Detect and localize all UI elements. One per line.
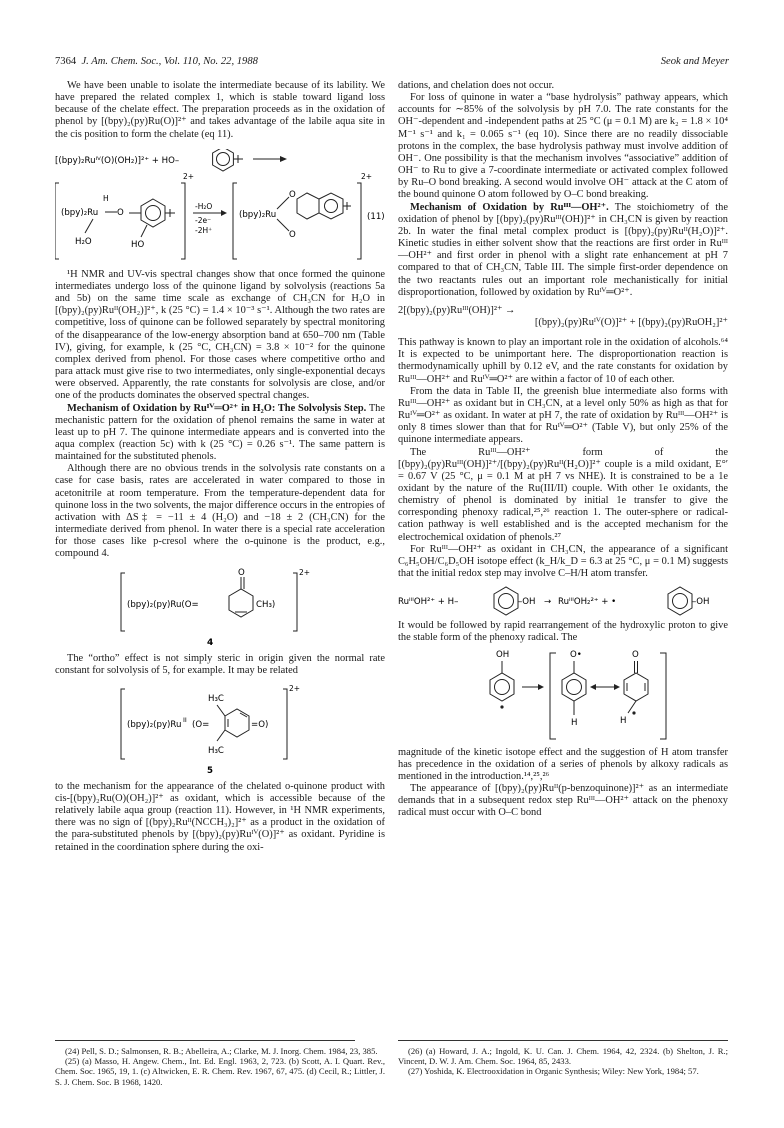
journal-citation: J. Am. Chem. Soc., Vol. 110, No. 22, 1988 bbox=[81, 56, 258, 67]
footnotes-left bbox=[55, 1046, 385, 1087]
phenoxy-resonance-drawing bbox=[398, 647, 728, 745]
scheme-ht-reactant: RuᴵᴵᴵOH²⁺ + H– bbox=[398, 597, 459, 608]
scheme-reactant: [(bpy)₂Ruᴵⱽ(O)(OH₂)]²⁺ + HO– bbox=[55, 155, 180, 166]
footnote: (24) Pell, S. D.; Salmonsen, R. B.; Abelleira, A.; Clarke, M. J. Inorg. Chem. 1984, 23, 385. bbox=[65, 1046, 378, 1056]
svg-text:O: O bbox=[289, 189, 296, 200]
structure-5-drawing bbox=[55, 681, 385, 777]
scheme-ht-product: RuᴵᴵᴵOH₂²⁺ + • bbox=[558, 597, 617, 608]
paragraph: For Ruᴵᴵᴵ—OH²⁺ as oxidant in CH₃CN, the appearance of a significant C₆H₅OH/C₆D₅OH isotope effect (k_H/k_D = 6.3 at 25 °C, μ = 0.1 M) suggests that the initial redox step may involve C–H/H atom transfer. bbox=[398, 543, 728, 580]
methyl-bottom-label: H₃C bbox=[208, 745, 224, 756]
paragraph: From the data in Table II, the greenish blue intermediate also forms with Ruᴵᴵᴵ—OH²⁺ as oxidant but in CH₃CN, at a level only 50% as high as that for Ruᴵⱽ═O²⁺ as oxidant. In water at pH 7, the rate of oxidation by Ruᴵᴵᴵ—OH²⁺ is only 8 times slower than that for Ruᴵⱽ═O²⁺ (Table V), but only 25% of the quinone intermediate appears. bbox=[398, 385, 728, 446]
footnote-rule-left bbox=[55, 1040, 355, 1041]
paragraph: to the mechanism for the appearance of the chelated o-quinone product with cis-[(bpy)₂Ru(O)(OH₂)]²⁺ as oxidant, which is accessible because of the relatively labile aqua group (reaction 11). However, in ¹H NMR experiments, there was no sign of [(bpy)₂Ruᴵᴵ(NCCH₃)₂]²⁺ as a product in the oxidation of the para-substituted phenols by [(bpy)₂(py)Ruᴵⱽ(O)]²⁺ as oxidant. Pyridine is retained in the coordination sphere during the oxi- bbox=[55, 780, 385, 853]
equation-number-11: (11) bbox=[367, 211, 385, 222]
radical-h-label: H bbox=[571, 717, 578, 728]
structure-5-charge: 2+ bbox=[289, 683, 301, 693]
h-atom-transfer-scheme bbox=[398, 584, 728, 618]
structure-5-oxidation-state: II bbox=[183, 715, 187, 724]
paragraph: Mechanism of Oxidation by Ruᴵᴵᴵ—OH²⁺. The stoichiometry of the oxidation of phenol by [(bpy)₂(py)Ruᴵᴵᴵ(OH)]²⁺ in CH₃CN is given by reaction 2b. In water the final metal complex product is [(bpy)₂(py)Ruᴵᴵ(H₂O)]²⁺. Kinetic studies in either solvent show that the reactions are first order in Ruᴵᴵᴵ—OH²⁺ and first order in phenol with a slight rate enhancement at pH 7 compared to that of CH₃CN, Table III. The simple first-order dependence on the two reactants rules out an important role mechanistically for initial disproportionation, followed by oxidation by Ruᴵⱽ═O²⁺. bbox=[398, 201, 728, 298]
scheme-eq-11-drawing bbox=[55, 149, 385, 269]
quinoid-h-label: H bbox=[620, 715, 627, 726]
intermediate-charge: 2+ bbox=[183, 171, 195, 181]
footnote: (25) (a) Masso, H. Angew. Chem., Int. Ed. Engl. 1963, 2, 723. (b) Scott, A. I. Quart. Rev., Chem. Soc. 1965, 19, 1. (c) Altwicken, E. R. Chem. Rev. 1967, 67, 475. (d) Cecil, R.; Littler, J. S. J. Chem. Soc. B 1968, 1420. bbox=[55, 1056, 385, 1087]
product-charge: 2+ bbox=[361, 171, 373, 181]
aqua-ligand-label: H₂O bbox=[75, 236, 92, 247]
author-running-head: Seok and Meyer bbox=[660, 56, 729, 67]
phenoxy-resonance-scheme bbox=[398, 647, 728, 745]
hydroxy-label: HO bbox=[131, 239, 145, 250]
paragraph: The “ortho” effect is not simply steric in origin given the normal rate constant for solvolysis of 5, for example. It may be related bbox=[55, 652, 385, 676]
paragraph: dations, and chelation does not occur. bbox=[398, 80, 555, 91]
svg-text:O: O bbox=[238, 567, 245, 578]
left-column bbox=[55, 80, 385, 854]
paragraph: For loss of quinone in water a “base hydrolysis” pathway appears, which accounts for ∼85% of the solvolysis by pH 7.0. The rate constants for the OH⁻-dependent and -independent paths at 25 °C (μ = 0.1 M) are k₂ = 1.8 × 10⁴ M⁻¹ s⁻¹ and k₁ = 0.065 s⁻¹ (eq 10). Since there are no readily dissociable protons in the complex, the base hydrolysis pathway must involve addition of OH⁻. One possibility is that the mechanism involves “associative” addition of OH⁻ to Ru to give a 7-coordinate intermediate or activated complex followed by Ru–O bond breaking. A second would involve OH⁻ attack at the C atom of the bound quinone O atom followed by O–C bond breaking. bbox=[398, 92, 728, 201]
structure-4-charge: 2+ bbox=[299, 567, 311, 577]
quinoid-o-label: O bbox=[632, 649, 639, 660]
methyl-label: CH₃) bbox=[256, 599, 276, 610]
running-header bbox=[55, 56, 729, 70]
structure-5 bbox=[55, 681, 385, 777]
paragraph: The Ruᴵᴵᴵ—OH²⁺ form of the [(bpy)₂(py)Ruᴵᴵᴵ(OH)]²⁺/[(bpy)₂(py)Ruᴵᴵ(H₂O)]²⁺ couple is a mild oxidant, E°′ = 0.67 V (25 °C, μ = 0.1 M at pH 7 vs NHE). It is constrained to be a 1e oxidant by the nature of the Ru(III/II) couple. With other 1e oxidants, the chemistry of phenol is dominated by initial 1e transfer to give the corresponding phenoxy radical,²⁵,²⁶ reaction 1. The outer-sphere or radical-cation pathway is well established and is the accepted mechanism for the electrochemical oxidation of phenols.²⁷ bbox=[398, 446, 728, 543]
equation-line-1: 2[(bpy)₂(py)Ruᴵᴵᴵ(OH)]²⁺ → bbox=[398, 304, 516, 316]
footnote-rule-right bbox=[398, 1040, 728, 1041]
paragraph: magnitude of the kinetic isotope effect and the suggestion of H atom transfer has precedence in the oxidation of a series of phenols by alkoxy radicals as mentioned in the introduction.¹⁴,²⁵,²⁶ bbox=[398, 746, 728, 782]
structure-5-o-label: (O= bbox=[192, 719, 210, 730]
paragraph: Although there are no obvious trends in the solvolysis rate constants on a case for case basis, rates are accelerated in water compared to those in acetonitrile at room temperature. From the temperature-dependent data for quinone loss in the two solvents, the major difference occurs in the entropies of activation with ΔS‡ = −11 ± 4 (H₂O) and −18 ± 2 (CH₃CN) for the intermediate derived from phenol. In water there is a special rate acceleration for those cases like p-cresol where the o-quinone is the product, e.g., compound 4. bbox=[55, 463, 385, 560]
structure-4-drawing bbox=[55, 565, 385, 649]
step-loss-water: -H₂O bbox=[195, 201, 213, 211]
structure-4-ru-label: (bpy)₂(py)Ru(O= bbox=[127, 599, 199, 610]
footnote: (26) (a) Howard, J. A.; Ingold, K. U. Can. J. Chem. 1964, 42, 2324. (b) Shelton, J. R.; Vincent, D. W. J. Am. Chem. Soc. 1964, 85, 2433. bbox=[398, 1046, 728, 1067]
equation-line-2: [(bpy)₂(py)Ruᴵⱽ(O)]²⁺ + [(bpy)₂(py)RuOH₂]²⁺ bbox=[534, 316, 728, 328]
page-number: 7364 bbox=[55, 56, 77, 67]
paragraph: The appearance of [(bpy)₂(py)Ruᴵᴵ(p-benzoquinone)]²⁺ as an intermediate demands that in a subsequent redox step Ruᴵᴵᴵ—OH²⁺ attack on the phenoxy radical must occur with O–C bond bbox=[398, 783, 728, 819]
scheme-eq-11 bbox=[55, 149, 385, 269]
h-atom-transfer-drawing bbox=[398, 584, 728, 618]
radical-o-label: O• bbox=[570, 649, 582, 660]
intermediate-ru-label: (bpy)₂Ru bbox=[61, 207, 99, 218]
scheme-ht-arrow: → bbox=[544, 597, 552, 608]
paragraph: It would be followed by rapid rearrangement of the hydroxylic proton to give the stable form of the phenoxy radical. The bbox=[398, 620, 728, 644]
svg-text:H: H bbox=[103, 193, 109, 203]
svg-text:O: O bbox=[117, 207, 124, 218]
product-ru-label: (bpy)₂Ru bbox=[239, 209, 277, 220]
paragraph: This pathway is known to play an important role in the oxidation of alcohols.⁶⁴ It is expected to be unimportant here. The disproportionation reaction is thermodynamically uphill by 0.12 eV, and the rate constants for oxidation by Ruᴵᴵᴵ—OH²⁺ and Ruᴵⱽ═O²⁺ are within a factor of 10 of each other. bbox=[398, 337, 728, 385]
phenol-oh-label: OH bbox=[496, 649, 510, 660]
structure-5-ru-label: (bpy)₂(py)Ru bbox=[127, 719, 182, 730]
section-heading: Mechanism of Oxidation by Ruᴵⱽ═O²⁺ in H₂O: The Solvolysis Step. bbox=[67, 402, 367, 414]
footnotes-right bbox=[398, 1046, 728, 1077]
compound-number-4: 4 bbox=[207, 637, 214, 648]
disproportionation-equation bbox=[398, 305, 728, 329]
paragraph: ¹H NMR and UV-vis spectral changes show that once formed the quinone intermediates undergo loss of the quinone ligand by solvolysis (reactions 5a and 5b) on the same time scale as exchange of CH₃CN for H₂O in [(bpy)₂(py)Ruᴵᴵ(OH₂)]²⁺, k (25 °C) = 1.4 × 10⁻³ s⁻¹. Although the two rates are competitive, loss of quinone can be followed separately by spectral monitoring of the disappearance of the low-energy absorption band at 650–700 nm (Table IV), giving, for example, k (25 °C, CH₃CN) = 3.8 × 10⁻² for the quinone complex derived from phenol. For those cases where competitive ortho and para attack must give rise to two intermediates, only single-exponential decays were observed. Apparently, the rate constants for solvolysis are close, and/or one of the products dominates the observed spectral changes. bbox=[55, 268, 385, 402]
svg-text:O: O bbox=[289, 229, 296, 240]
paragraph: Mechanism of Oxidation by Ruᴵⱽ═O²⁺ in H₂O: The Solvolysis Step. The mechanistic pattern for the oxidation of phenol remains the same in water at least up to pH 7. The quinone intermediate appears and is converted into the aqua complex (reaction 5c) with k (25 °C) = 0.26 s⁻¹. The same pattern is maintained for the substituted phenols. bbox=[55, 402, 385, 463]
step-loss-protons: -2H⁺ bbox=[195, 225, 213, 235]
compound-number-5: 5 bbox=[207, 765, 213, 776]
footnote: (27) Yoshida, K. Electrooxidation in Organic Synthesis; Wiley: New York, 1984; 57. bbox=[408, 1066, 699, 1077]
methyl-top-label: H₃C bbox=[208, 693, 224, 704]
scheme-ht-oh: –OH bbox=[518, 597, 536, 608]
paragraph: We have been unable to isolate the intermediate because of its lability. We have prepared the related complex 1, which is stable toward ligand loss because of the chelate effect. The preparation proceeds as in the oxidation of phenol by [(bpy)₂(py)Ru(O)]²⁺ and takes advantage of the labile aqua site in the cis position to form the chelate (eq 11). bbox=[55, 80, 385, 140]
section-heading: Mechanism of Oxidation by Ruᴵᴵᴵ—OH²⁺. bbox=[410, 201, 609, 213]
step-loss-electrons: -2e⁻ bbox=[195, 215, 212, 225]
right-column bbox=[398, 80, 728, 820]
structure-5-end-label: =O) bbox=[251, 719, 269, 730]
scheme-ht-oh2: –OH bbox=[692, 597, 710, 608]
structure-4 bbox=[55, 565, 385, 649]
